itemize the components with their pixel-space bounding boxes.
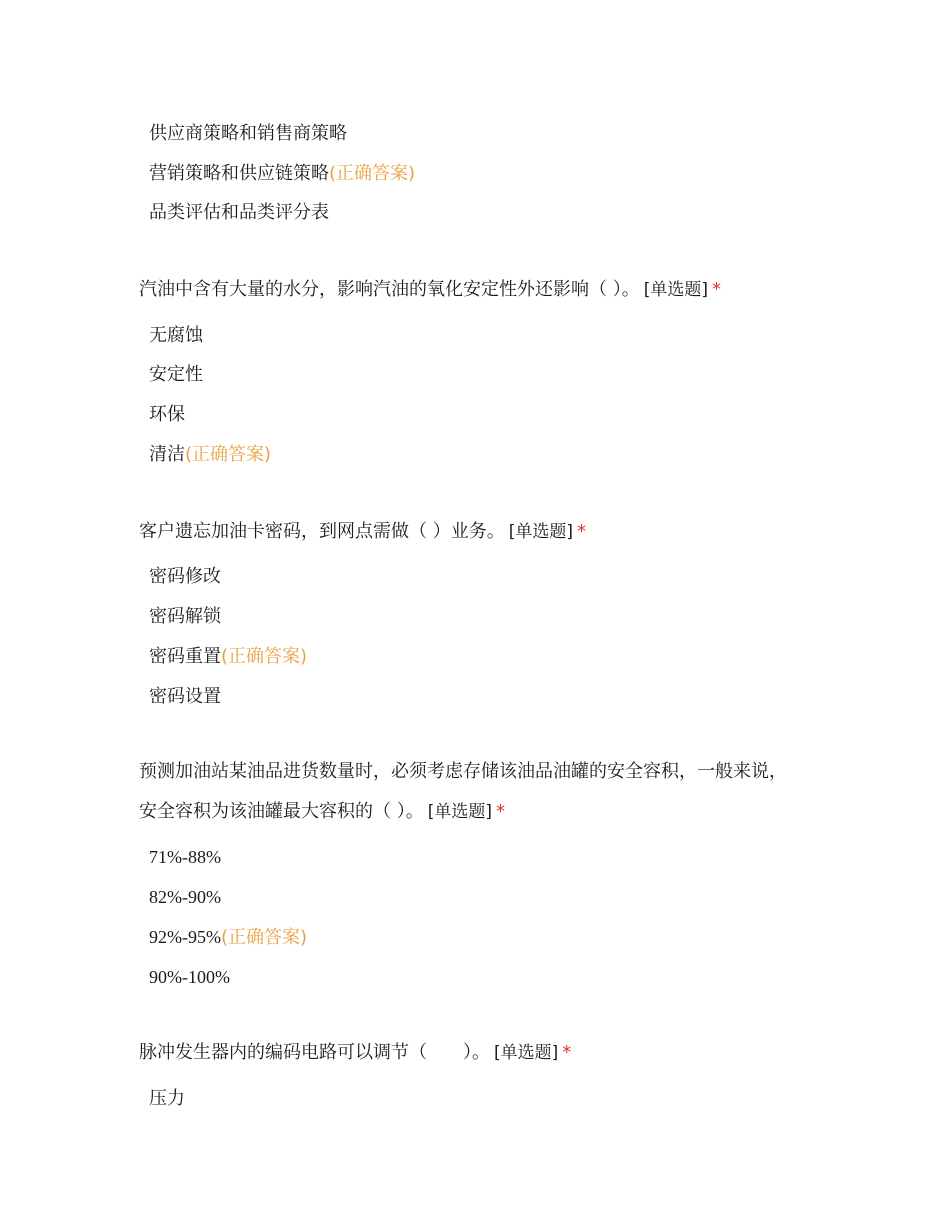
option	[149, 122, 347, 146]
question-text: 脉冲发生器内的编码电路可以调节（ ）。	[139, 1042, 490, 1063]
question-type-tag: [单选题]	[427, 802, 492, 822]
option	[149, 565, 221, 589]
option	[149, 645, 307, 669]
option-label: 营销策略和供应链策略	[149, 163, 329, 184]
option-label: 无腐蚀	[149, 325, 203, 346]
required-mark: *	[496, 801, 505, 822]
required-mark: *	[711, 279, 721, 300]
option	[149, 201, 329, 225]
question-title	[139, 278, 721, 302]
option	[149, 403, 185, 427]
option-label: 品类评估和品类评分表	[149, 202, 329, 223]
option	[149, 685, 221, 709]
option	[149, 605, 221, 629]
option	[149, 925, 307, 950]
correct-answer-marker: (正确答案)	[220, 927, 308, 948]
option	[149, 443, 271, 467]
option	[149, 885, 221, 909]
option-label: 密码设置	[149, 686, 221, 707]
option-label: 安定性	[149, 364, 203, 385]
question-text: 汽油中含有大量的水分，影响汽油的氧化安定性外还影响（ ）。	[139, 279, 640, 300]
question-text: 预测加油站某油品进货数量时，必须考虑存储该油品油罐的安全容积，一般来说，	[139, 761, 787, 782]
option-label: 82%-90%	[149, 887, 221, 907]
question-type-tag: [单选题]	[643, 280, 708, 300]
question-title	[139, 1041, 571, 1065]
correct-answer-marker: (正确答案)	[329, 163, 416, 184]
option-label: 环保	[149, 404, 185, 425]
question-text: 安全容积为该油罐最大容积的（ ）。	[139, 801, 424, 822]
option-label: 密码修改	[149, 566, 221, 587]
option	[149, 965, 230, 989]
option	[149, 1087, 185, 1111]
required-mark: *	[562, 1042, 572, 1063]
option-label: 密码重置	[149, 646, 221, 667]
question-title	[139, 520, 586, 544]
question-title-line1	[139, 760, 787, 784]
option	[149, 324, 203, 348]
option-label: 90%-100%	[149, 967, 230, 987]
option	[149, 363, 203, 387]
correct-answer-marker: (正确答案)	[221, 646, 308, 667]
option-label: 供应商策略和销售商策略	[149, 123, 347, 144]
option	[149, 162, 415, 186]
option-label: 92%-95%	[149, 927, 221, 947]
option-label: 压力	[149, 1088, 185, 1109]
option-label: 清洁	[149, 444, 185, 465]
question-type-tag: [单选题]	[508, 522, 573, 542]
question-type-tag: [单选题]	[494, 1043, 559, 1063]
required-mark: *	[577, 521, 586, 542]
question-title-line2	[139, 800, 505, 824]
option-label: 71%-88%	[149, 847, 221, 867]
question-text: 客户遗忘加油卡密码，到网点需做（ ）业务。	[139, 521, 505, 542]
option-label: 密码解锁	[149, 606, 221, 627]
option	[149, 845, 221, 869]
correct-answer-marker: (正确答案)	[185, 444, 272, 465]
